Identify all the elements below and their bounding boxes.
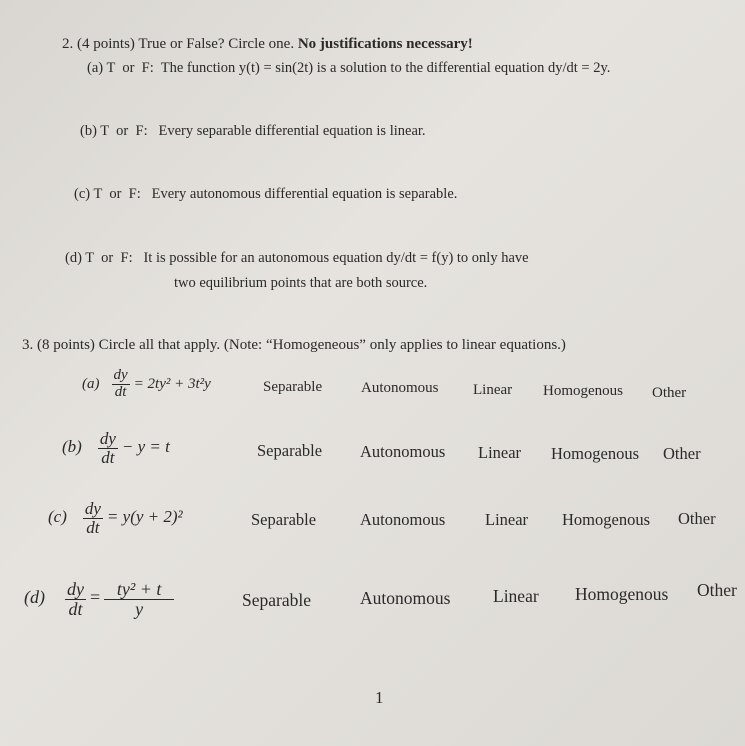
q3b-label: (b) [62, 437, 82, 457]
q2-instruction: True or False? Circle one. [138, 36, 295, 52]
q2c-true-choice[interactable]: T [93, 186, 103, 202]
q3a-autonomous[interactable]: Autonomous [361, 380, 439, 396]
q3d-rhs-fraction [104, 580, 174, 619]
page-number: 1 [375, 688, 384, 707]
q3c-rhs: = y(y + 2)² [106, 507, 183, 527]
q3d-homogenous[interactable]: Homogenous [575, 584, 669, 604]
q2d-label: (d) [65, 250, 82, 266]
q3a-derivative [112, 368, 130, 401]
q2c-false-choice[interactable]: F: [128, 186, 141, 202]
q2a-label: (a) [87, 60, 104, 76]
q2b-statement: Every separable differential equation is linear. [158, 123, 426, 139]
question-3-header [22, 337, 566, 354]
q3d-rhs-den: y [135, 598, 144, 619]
q2d-statement: It is possible for an autonomous equation dy/dt = f(y) to only have [143, 250, 529, 266]
q3d-other[interactable]: Other [697, 580, 737, 600]
q3b-rhs: − y = t [121, 437, 170, 457]
q3a-linear[interactable]: Linear [473, 382, 513, 398]
q3b-other[interactable]: Other [663, 444, 701, 463]
q2-instruction-bold: No justifications necessary! [297, 36, 473, 52]
q2b-true-choice[interactable]: T [100, 123, 109, 139]
q3-part-b [62, 430, 170, 467]
q3-part-a [82, 368, 211, 401]
q2a-statement: The function y(t) = sin(2t) is a solution to the differential equation dy/dt = 2y. [160, 60, 611, 76]
q2d-or: or [101, 250, 114, 266]
q3-instruction: Circle all that apply. (Note: “Homogeneous” only applies to linear equations.) [98, 337, 566, 353]
q2a-true-choice[interactable]: T [106, 60, 116, 76]
q2-part-d [65, 250, 529, 267]
q3a-den: dt [114, 383, 127, 400]
q3d-derivative [65, 580, 86, 619]
q3b-autonomous[interactable]: Autonomous [360, 442, 446, 461]
q3-part-c [48, 500, 183, 537]
q2d-statement-cont: two equilibrium points that are both source. [174, 275, 428, 291]
question-2-header [62, 36, 473, 53]
q3d-label: (d) [24, 587, 45, 608]
q3b-den: dt [101, 447, 115, 467]
q2c-label: (c) [74, 186, 91, 202]
q3b-num: dy [99, 429, 116, 448]
q3c-autonomous[interactable]: Autonomous [360, 510, 446, 529]
q2-part-b [80, 123, 426, 140]
q2a-or: or [122, 60, 135, 76]
q3c-derivative [83, 500, 103, 537]
q2b-or: or [116, 123, 129, 139]
q3c-linear[interactable]: Linear [485, 510, 529, 529]
q3a-rhs: = 2ty² + 3t²y [133, 375, 211, 392]
q3b-linear[interactable]: Linear [478, 443, 522, 462]
q3d-den: dt [68, 598, 83, 619]
q2a-false-choice[interactable]: F: [141, 60, 154, 76]
q2c-statement: Every autonomous differential equation is separable. [151, 186, 458, 202]
q3c-label: (c) [48, 507, 67, 527]
q3d-num: dy [67, 579, 84, 599]
q3a-num: dy [113, 367, 128, 383]
q3c-homogenous[interactable]: Homogenous [562, 510, 650, 529]
q3c-other[interactable]: Other [678, 509, 716, 528]
q3a-homogenous[interactable]: Homogenous [543, 383, 623, 399]
q3d-linear[interactable]: Linear [493, 586, 539, 606]
q2c-or: or [109, 186, 122, 202]
q2-number: 2. [62, 36, 74, 52]
q3d-autonomous[interactable]: Autonomous [360, 588, 451, 608]
q2-part-a [87, 60, 610, 77]
q3d-separable[interactable]: Separable [242, 590, 311, 610]
q2b-label: (b) [80, 123, 97, 139]
q3a-other[interactable]: Other [652, 385, 687, 401]
q3b-separable[interactable]: Separable [257, 441, 323, 460]
q3a-separable[interactable]: Separable [263, 379, 323, 395]
q3b-derivative [98, 430, 118, 467]
q3a-label: (a) [82, 375, 100, 392]
q3c-separable[interactable]: Separable [251, 510, 317, 529]
q2b-false-choice[interactable]: F: [135, 123, 148, 139]
q3c-num: dy [84, 499, 101, 518]
q2d-true-choice[interactable]: T [85, 250, 94, 266]
q2-part-c [74, 186, 457, 203]
q3-number: 3. [22, 337, 34, 353]
q3-part-d [24, 580, 174, 619]
q3-points: (8 points) [37, 337, 95, 353]
q2d-false-choice[interactable]: F: [120, 250, 133, 266]
q2-points: (4 points) [77, 36, 135, 52]
q3b-homogenous[interactable]: Homogenous [551, 444, 639, 463]
q3c-den: dt [86, 517, 100, 537]
q3d-rhs-num: ty² + t [104, 580, 174, 600]
q3d-equals: = [90, 587, 101, 608]
